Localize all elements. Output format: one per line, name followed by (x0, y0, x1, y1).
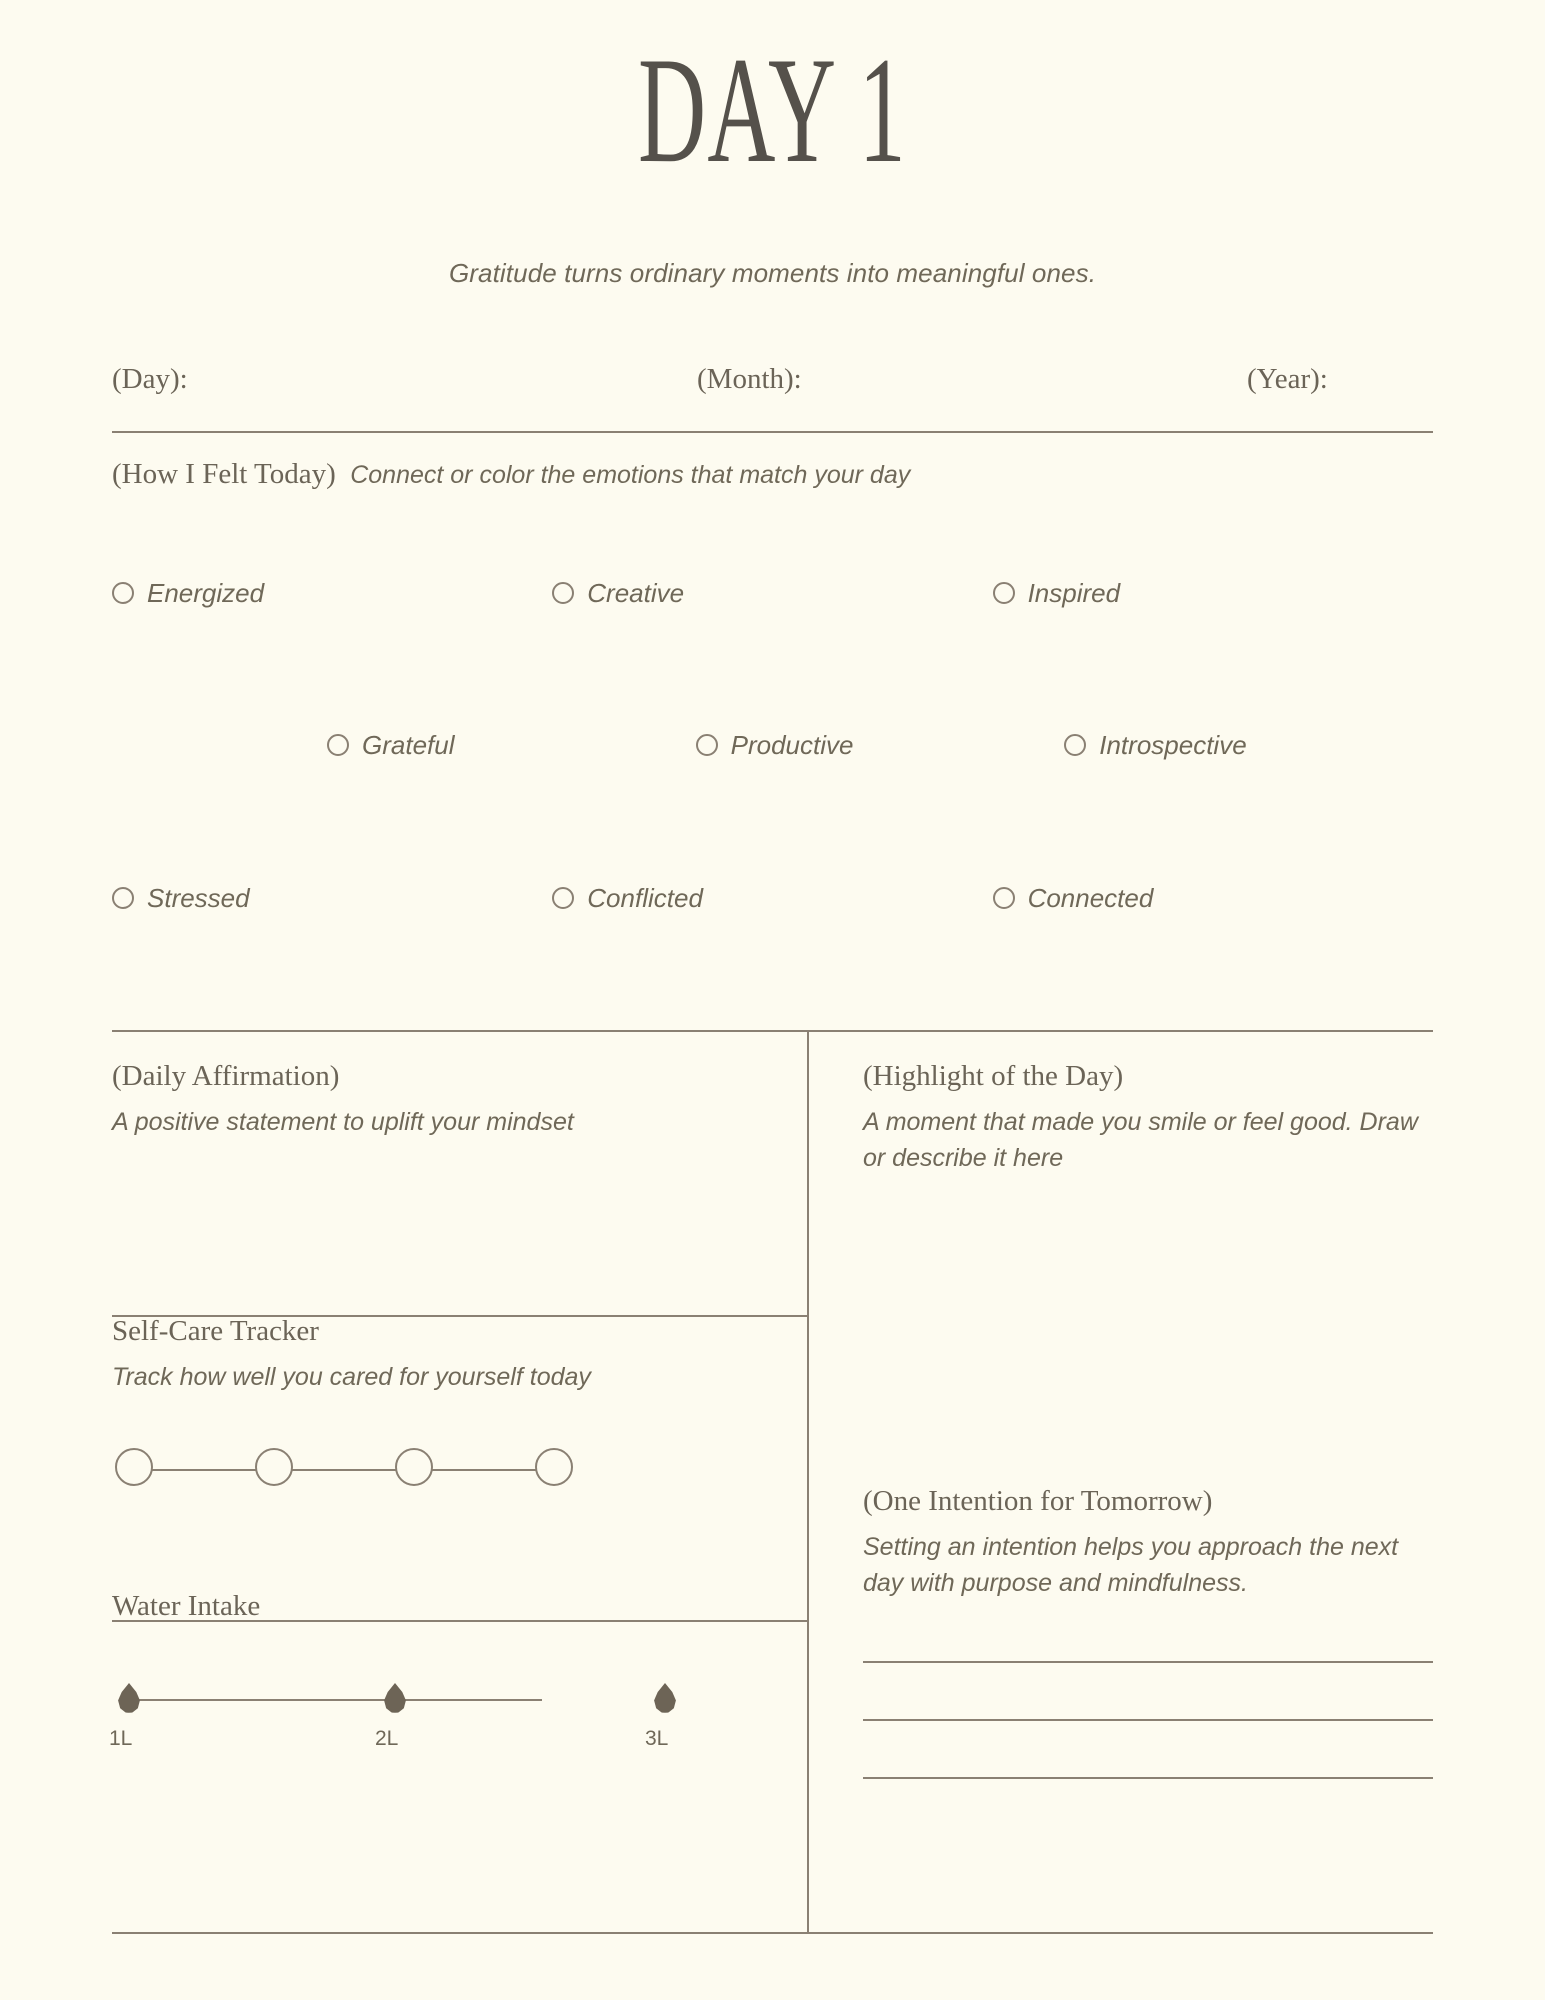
tracker-connector-line (134, 1469, 540, 1471)
section-daily-affirmation (112, 1060, 574, 1141)
section-one-intention-for-tomorrow (863, 1485, 1433, 1811)
circle-icon[interactable] (112, 582, 134, 604)
tracker-node[interactable] (395, 1448, 433, 1486)
water-stop-label: 1L (109, 1727, 133, 1750)
writing-line[interactable] (863, 1661, 1433, 1663)
mood-option-connected[interactable] (993, 875, 1433, 921)
circle-icon[interactable] (696, 734, 718, 756)
mood-label: Energized (147, 577, 265, 608)
circle-icon[interactable] (993, 887, 1015, 909)
section-hint: A positive statement to uplift your mindset (112, 1108, 574, 1136)
water-drop-icon[interactable] (116, 1683, 142, 1713)
circle-icon[interactable] (1064, 734, 1086, 756)
circle-icon[interactable] (552, 582, 574, 604)
tracker-node[interactable] (255, 1448, 293, 1486)
mood-section-label: (How I Felt Today) (112, 458, 336, 490)
divider-page-bottom (112, 1932, 1433, 1934)
mood-option-grateful[interactable] (327, 722, 696, 768)
mood-row (112, 875, 1433, 921)
circle-icon[interactable] (552, 887, 574, 909)
mood-row (112, 570, 1433, 616)
water-stop-label: 2L (375, 1727, 399, 1750)
section-water-intake (109, 1590, 669, 1759)
day-label[interactable]: (Day): (112, 363, 188, 395)
tracker-node[interactable] (535, 1448, 573, 1486)
mood-label: Creative (587, 577, 685, 608)
intention-writing-area[interactable] (863, 1661, 1433, 1811)
page-title: DAY 1 (638, 26, 907, 194)
divider-above-panels (112, 1030, 1433, 1032)
self-care-tracker[interactable] (112, 1448, 562, 1492)
section-title: Water Intake (112, 1590, 261, 1622)
section-hint: A moment that made you smile or feel good. Draw or describe it here (863, 1108, 1418, 1172)
water-drop-icon[interactable] (652, 1683, 678, 1713)
tracker-node[interactable] (115, 1448, 153, 1486)
mood-option-energized[interactable] (112, 570, 552, 616)
water-intake-tracker[interactable] (109, 1673, 669, 1759)
mood-grid (112, 570, 1433, 913)
mood-option-conflicted[interactable] (552, 875, 992, 921)
section-title: Self-Care Tracker (112, 1315, 319, 1347)
mood-option-inspired[interactable] (993, 570, 1433, 616)
mood-label: Introspective (1099, 729, 1247, 760)
section-self-care-tracker (112, 1315, 591, 1492)
section-title: (One Intention for Tomorrow) (863, 1485, 1213, 1517)
circle-icon[interactable] (112, 887, 134, 909)
circle-icon[interactable] (327, 734, 349, 756)
section-title: (Highlight of the Day) (863, 1060, 1124, 1092)
water-drop-icon[interactable] (382, 1683, 408, 1713)
writing-line[interactable] (863, 1777, 1433, 1779)
mood-label: Conflicted (587, 882, 703, 913)
mood-label: Grateful (362, 729, 455, 760)
water-stop-3l[interactable] (645, 1683, 682, 1751)
section-hint: Track how well you cared for yourself today (112, 1363, 591, 1391)
water-stop-1l[interactable] (109, 1683, 146, 1751)
mood-row (112, 722, 1433, 768)
water-stop-label: 3L (645, 1727, 669, 1750)
mood-option-productive[interactable] (696, 722, 1065, 768)
mood-section-header (112, 458, 910, 491)
mood-option-introspective[interactable] (1064, 722, 1433, 768)
mood-label: Stressed (147, 882, 250, 913)
mood-option-creative[interactable] (552, 570, 992, 616)
vertical-divider (807, 1030, 809, 1932)
mood-label: Productive (730, 729, 854, 760)
mood-section-hint: Connect or color the emotions that match your day (350, 461, 911, 489)
divider-under-date (112, 431, 1433, 433)
section-hint: Setting an intention helps you approach the next day with purpose and mindfulness. (863, 1533, 1399, 1597)
year-label[interactable]: (Year): (1247, 363, 1328, 395)
page-subtitle: Gratitude turns ordinary moments into meaningful ones. (448, 258, 1097, 288)
date-row (112, 363, 1433, 409)
writing-line[interactable] (863, 1719, 1433, 1721)
mood-option-stressed[interactable] (112, 875, 552, 921)
month-label[interactable]: (Month): (697, 363, 802, 395)
section-title: (Daily Affirmation) (112, 1060, 340, 1092)
circle-icon[interactable] (993, 582, 1015, 604)
mood-label: Inspired (1027, 577, 1121, 608)
water-connector-line (130, 1699, 542, 1701)
section-highlight-of-the-day (863, 1060, 1433, 1176)
water-stop-2l[interactable] (375, 1683, 412, 1751)
mood-label: Connected (1027, 882, 1154, 913)
